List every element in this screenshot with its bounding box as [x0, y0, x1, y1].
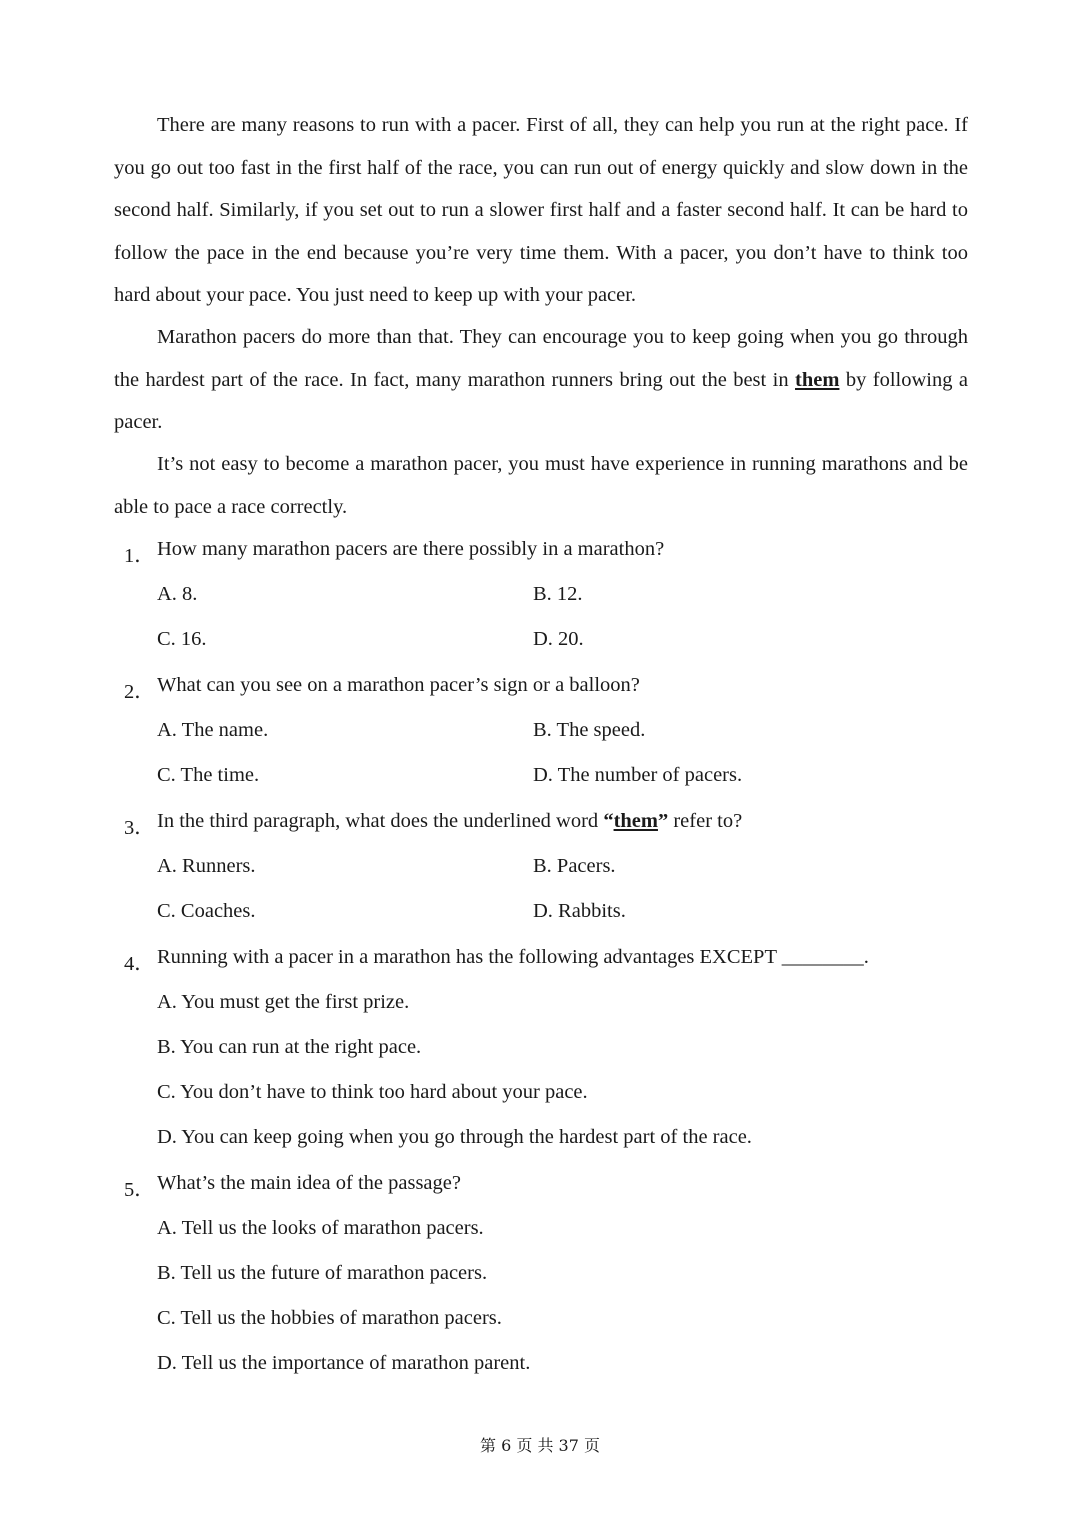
question-2-option-d[interactable]: D. The number of pacers.: [533, 764, 743, 786]
question-5-option-c[interactable]: C. Tell us the hobbies of marathon pacers.: [157, 1307, 502, 1329]
question-2: [0, 674, 1080, 704]
passage-paragraph-1: There are many reasons to run with a pacer. First of all, they can help you run at the right pace. If you go out too fast in the first half of the race, you can run out of energy quickly and slow down in the second half. Similarly, if you set out to run a slower first half and a faster second half. It can be hard to follow the pace in the end because you’re very time them. With a pacer, you don’t have to think too hard about your pace. You just need to keep up with your pacer.: [114, 114, 968, 306]
question-2-option-a[interactable]: A. The name.: [157, 719, 269, 741]
question-3-option-b[interactable]: B. Pacers.: [533, 855, 616, 877]
question-1-option-d[interactable]: D. 20.: [533, 628, 584, 650]
question-3-option-d[interactable]: D. Rabbits.: [533, 900, 626, 922]
question-5-option-b[interactable]: B. Tell us the future of marathon pacers.: [157, 1262, 488, 1284]
question-1-option-a[interactable]: A. 8.: [157, 583, 198, 605]
paragraph-2-text-after: by following a pacer.: [114, 368, 968, 433]
question-5-option-a[interactable]: A. Tell us the looks of marathon pacers.: [157, 1217, 484, 1239]
question-number: 1．: [124, 545, 155, 567]
question-4-option-a[interactable]: A. You must get the first prize.: [157, 991, 410, 1013]
question-1-option-b[interactable]: B. 12.: [533, 583, 583, 605]
passage-paragraph-3: It’s not easy to become a marathon pacer, you must have experience in running marathons and be able to pace a race correctly.: [114, 453, 968, 518]
question-3-text-after: refer to?: [668, 810, 743, 832]
question-3-option-c[interactable]: C. Coaches.: [157, 900, 256, 922]
question-4-option-d[interactable]: D. You can keep going when you go through the hardest part of the race.: [157, 1126, 752, 1148]
question-4-option-b[interactable]: B. You can run at the right pace.: [157, 1036, 422, 1058]
question-1-option-c[interactable]: C. 16.: [157, 628, 207, 650]
question-text: What can you see on a marathon pacer’s sign or a balloon?: [157, 674, 640, 696]
question-number: 4．: [124, 953, 155, 975]
page-number-footer: 第 6 页 共 37 页: [480, 1436, 600, 1455]
open-quote: “: [603, 810, 614, 832]
question-text: How many marathon pacers are there possibly in a marathon?: [157, 538, 665, 560]
question-text: What’s the main idea of the passage?: [157, 1172, 461, 1194]
question-3-option-a[interactable]: A. Runners.: [157, 855, 256, 877]
question-2-option-b[interactable]: B. The speed.: [533, 719, 646, 741]
question-text: Running with a pacer in a marathon has the following advantages EXCEPT ________.: [157, 946, 869, 968]
passage-paragraph-2: [114, 316, 968, 444]
question-2-option-c[interactable]: C. The time.: [157, 764, 260, 786]
question-1: [0, 538, 1080, 568]
question-3: [0, 810, 1080, 840]
question-number: 3．: [124, 817, 155, 839]
question-number: 5．: [124, 1179, 155, 1201]
question-4: [0, 946, 1080, 976]
underlined-word-them: them: [613, 810, 658, 832]
question-5: [0, 1172, 1080, 1202]
question-text: [157, 810, 742, 833]
question-number: 2．: [124, 681, 155, 703]
question-4-option-c[interactable]: C. You don’t have to think too hard about your pace.: [157, 1081, 588, 1103]
paragraph-2-text-before: Marathon pacers do more than that. They can encourage you to keep going when you go through the hardest part of the race. In fact, many marathon runners bring out the best in: [114, 326, 968, 391]
close-quote: ”: [657, 810, 669, 832]
underlined-word-them: them: [795, 368, 840, 391]
question-5-option-d[interactable]: D. Tell us the importance of marathon parent.: [157, 1352, 531, 1374]
question-3-text-before: In the third paragraph, what does the underlined word: [157, 810, 604, 832]
